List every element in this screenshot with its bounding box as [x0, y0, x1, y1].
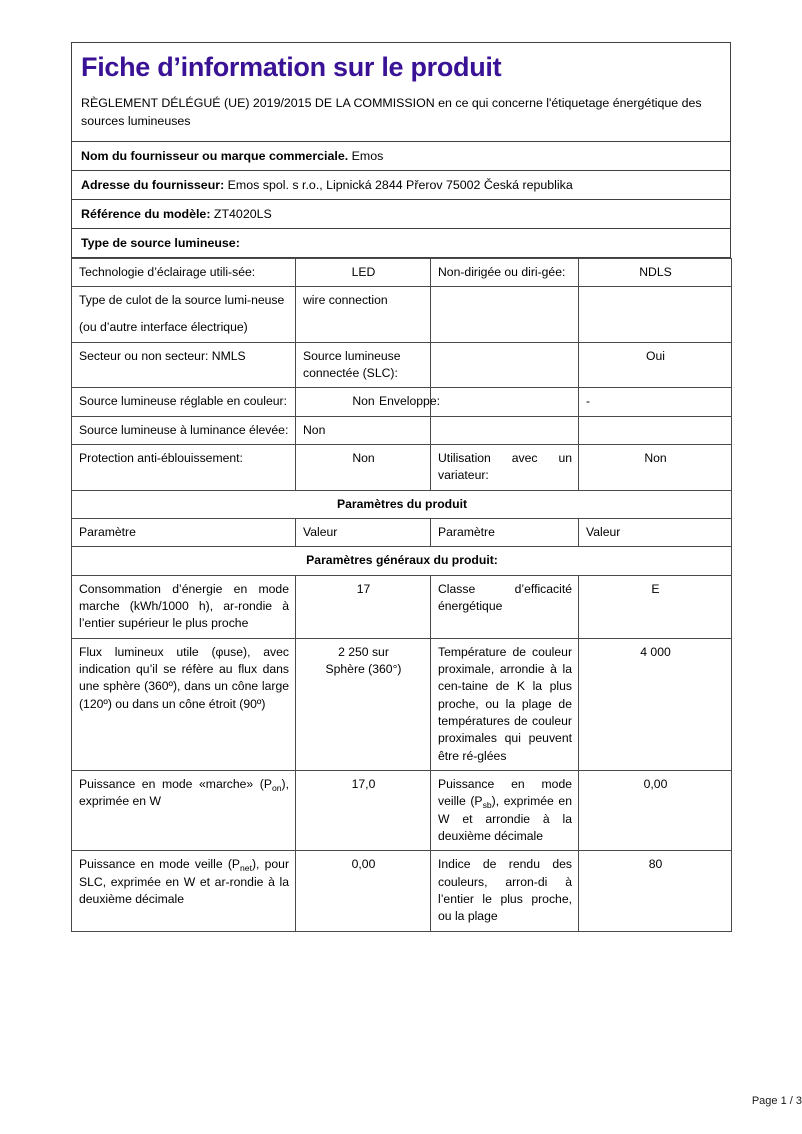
standby-power-label-post: ), exprimée en W et arrondie à la deuxième décimale — [438, 794, 572, 843]
cell-anti-glare-value: Non — [296, 444, 431, 490]
net-standby-power-label-pre: Puissance en mode veille (P — [79, 857, 241, 872]
table-row — [72, 342, 732, 388]
cell-luminous-flux-value — [296, 638, 431, 770]
cell-cap-type-label — [72, 286, 296, 342]
header-parameter-a: Paramètre — [72, 518, 296, 546]
product-data-table — [71, 258, 732, 932]
supplier-name-value: Emos — [351, 148, 384, 163]
envelope-label-text: Enveloppe: — [379, 394, 440, 409]
source-type-section-title: Type de source lumineuse: — [81, 235, 240, 250]
cell-energy-consumption-value: 17 — [296, 575, 431, 638]
model-reference-row — [71, 200, 731, 229]
cell-net-standby-power-label — [72, 851, 296, 931]
product-parameters-banner: Paramètres du produit — [72, 490, 732, 518]
cell-empty-e — [579, 416, 732, 444]
cell-colour-temperature-label: Température de couleur proximale, arrondie à la cen-taine de K la plus proche, ou la plage de températures de couleur proximales qui peuvent être ré-glées — [431, 638, 579, 770]
cell-standby-power-value: 0,00 — [579, 770, 732, 850]
cell-colour-rendering-label: Indice de rendu des couleurs, arron-di à l’entier le plus proche, ou la plage — [431, 851, 579, 931]
supplier-address-value: Emos spol. s r.o., Lipnická 2844 Přerov 75002 Česká republika — [227, 177, 573, 192]
cell-energy-class-value: E — [579, 575, 732, 638]
cell-lighting-technology-value: LED — [296, 258, 431, 286]
cell-empty-b — [579, 286, 732, 342]
connected-source-label-text: Source lumineuse connectée (SLC): — [303, 348, 401, 380]
on-mode-power-label-pre: Puissance en mode «marche» (P — [79, 776, 272, 791]
cell-colour-tunable-label: Source lumineuse réglable en couleur: — [72, 388, 296, 416]
header-value-a: Valeur — [296, 518, 431, 546]
cell-energy-consumption-label: Consommation d’énergie en mode marche (kWh/1000 h), ar-rondie à l’entier supérieur le plus proche — [72, 575, 296, 638]
table-row — [72, 286, 732, 342]
table-row — [72, 388, 732, 416]
table-row — [72, 444, 732, 490]
regulation-subtitle: RÈGLEMENT DÉLÉGUÉ (UE) 2019/2015 DE LA COMMISSION en ce qui concerne l'étiquetage énergétique des sources lumineuses — [81, 95, 702, 128]
cell-luminous-flux-label: Flux lumineux utile (φuse), avec indication qu’il se réfère au flux dans une sphère (360º), dans un cône large (120º) ou dans un cône étroit (90º) — [72, 638, 296, 770]
luminous-flux-value-line2: Sphère (360°) — [325, 661, 402, 676]
source-type-section-row — [71, 229, 731, 258]
table-row — [72, 575, 732, 638]
cell-envelope-value: - — [579, 388, 732, 416]
table-row — [72, 416, 732, 444]
model-reference-label: Référence du modèle: — [81, 206, 211, 221]
on-mode-power-label-sub: on — [271, 782, 282, 793]
supplier-name-row — [71, 142, 731, 171]
table-row — [72, 258, 732, 286]
page-title: Fiche d’information sur le produit — [81, 52, 502, 82]
product-information-sheet — [71, 42, 802, 1107]
model-reference-value: ZT4020LS — [213, 206, 272, 221]
cell-cap-type-value: wire connection — [296, 286, 431, 342]
cell-empty-d — [431, 416, 579, 444]
table-row — [72, 518, 732, 546]
page-footer: Page 1 / 3 — [751, 1095, 802, 1107]
table-row — [72, 547, 732, 575]
table-row — [72, 638, 732, 770]
cell-on-mode-power-value: 17,0 — [296, 770, 431, 850]
net-standby-power-label-sub: net — [240, 863, 252, 874]
on-mode-power-label-post: ), exprimée en W — [79, 776, 289, 809]
net-standby-power-label-post: ), pour SLC, exprimée en W et ar-rondie à la deuxième décimale — [79, 857, 289, 906]
cell-empty-c — [431, 342, 579, 388]
cell-colour-rendering-value: 80 — [579, 851, 732, 931]
cell-high-luminance-value: Non — [296, 416, 431, 444]
cell-anti-glare-label: Protection anti-éblouissement: — [72, 444, 296, 490]
cell-colour-tunable-value: Non — [296, 388, 431, 416]
supplier-address-label: Adresse du fournisseur: — [81, 177, 225, 192]
standby-power-label-sub: sb — [482, 800, 492, 811]
cap-type-label-main: Type de culot de la source lumi-neuse — [79, 292, 285, 307]
cell-high-luminance-label: Source lumineuse à luminance élevée: — [72, 416, 296, 444]
header-parameter-b: Paramètre — [431, 518, 579, 546]
table-row — [72, 770, 732, 850]
cell-dimmer-label: Utilisation avec un variateur: — [431, 444, 579, 490]
cell-net-standby-power-value: 0,00 — [296, 851, 431, 931]
cell-connected-source-label — [296, 342, 431, 388]
supplier-name-label: Nom du fournisseur ou marque commerciale. — [81, 148, 349, 163]
standby-power-label-pre: Puissance en mode veille (P — [438, 776, 572, 809]
cap-type-label-extra: (ou d’autre interface électrique) — [79, 320, 248, 335]
spacer — [79, 309, 289, 319]
cell-colour-temperature-value: 4 000 — [579, 638, 732, 770]
cell-directional-label: Non-dirigée ou diri-gée: — [431, 258, 579, 286]
cell-standby-power-label — [431, 770, 579, 850]
cell-on-mode-power-label — [72, 770, 296, 850]
supplier-address-row — [71, 171, 731, 200]
table-row — [72, 490, 732, 518]
cell-energy-class-label: Classe d’efficacité énergétique — [431, 575, 579, 638]
general-parameters-banner: Paramètres généraux du produit: — [72, 547, 732, 575]
cell-dimmer-value: Non — [579, 444, 732, 490]
document-header — [71, 42, 731, 142]
table-row — [72, 851, 732, 931]
cell-mains-label: Secteur ou non secteur: NMLS — [72, 342, 296, 388]
cell-connected-source-value: Oui — [579, 342, 732, 388]
cell-envelope-label — [379, 388, 579, 416]
cell-empty-a — [431, 286, 579, 342]
header-value-b: Valeur — [579, 518, 732, 546]
luminous-flux-value-line1: 2 250 sur — [338, 644, 389, 659]
cell-directional-value: NDLS — [579, 258, 732, 286]
cell-lighting-technology-label: Technologie d’éclairage utili-sée: — [72, 258, 296, 286]
